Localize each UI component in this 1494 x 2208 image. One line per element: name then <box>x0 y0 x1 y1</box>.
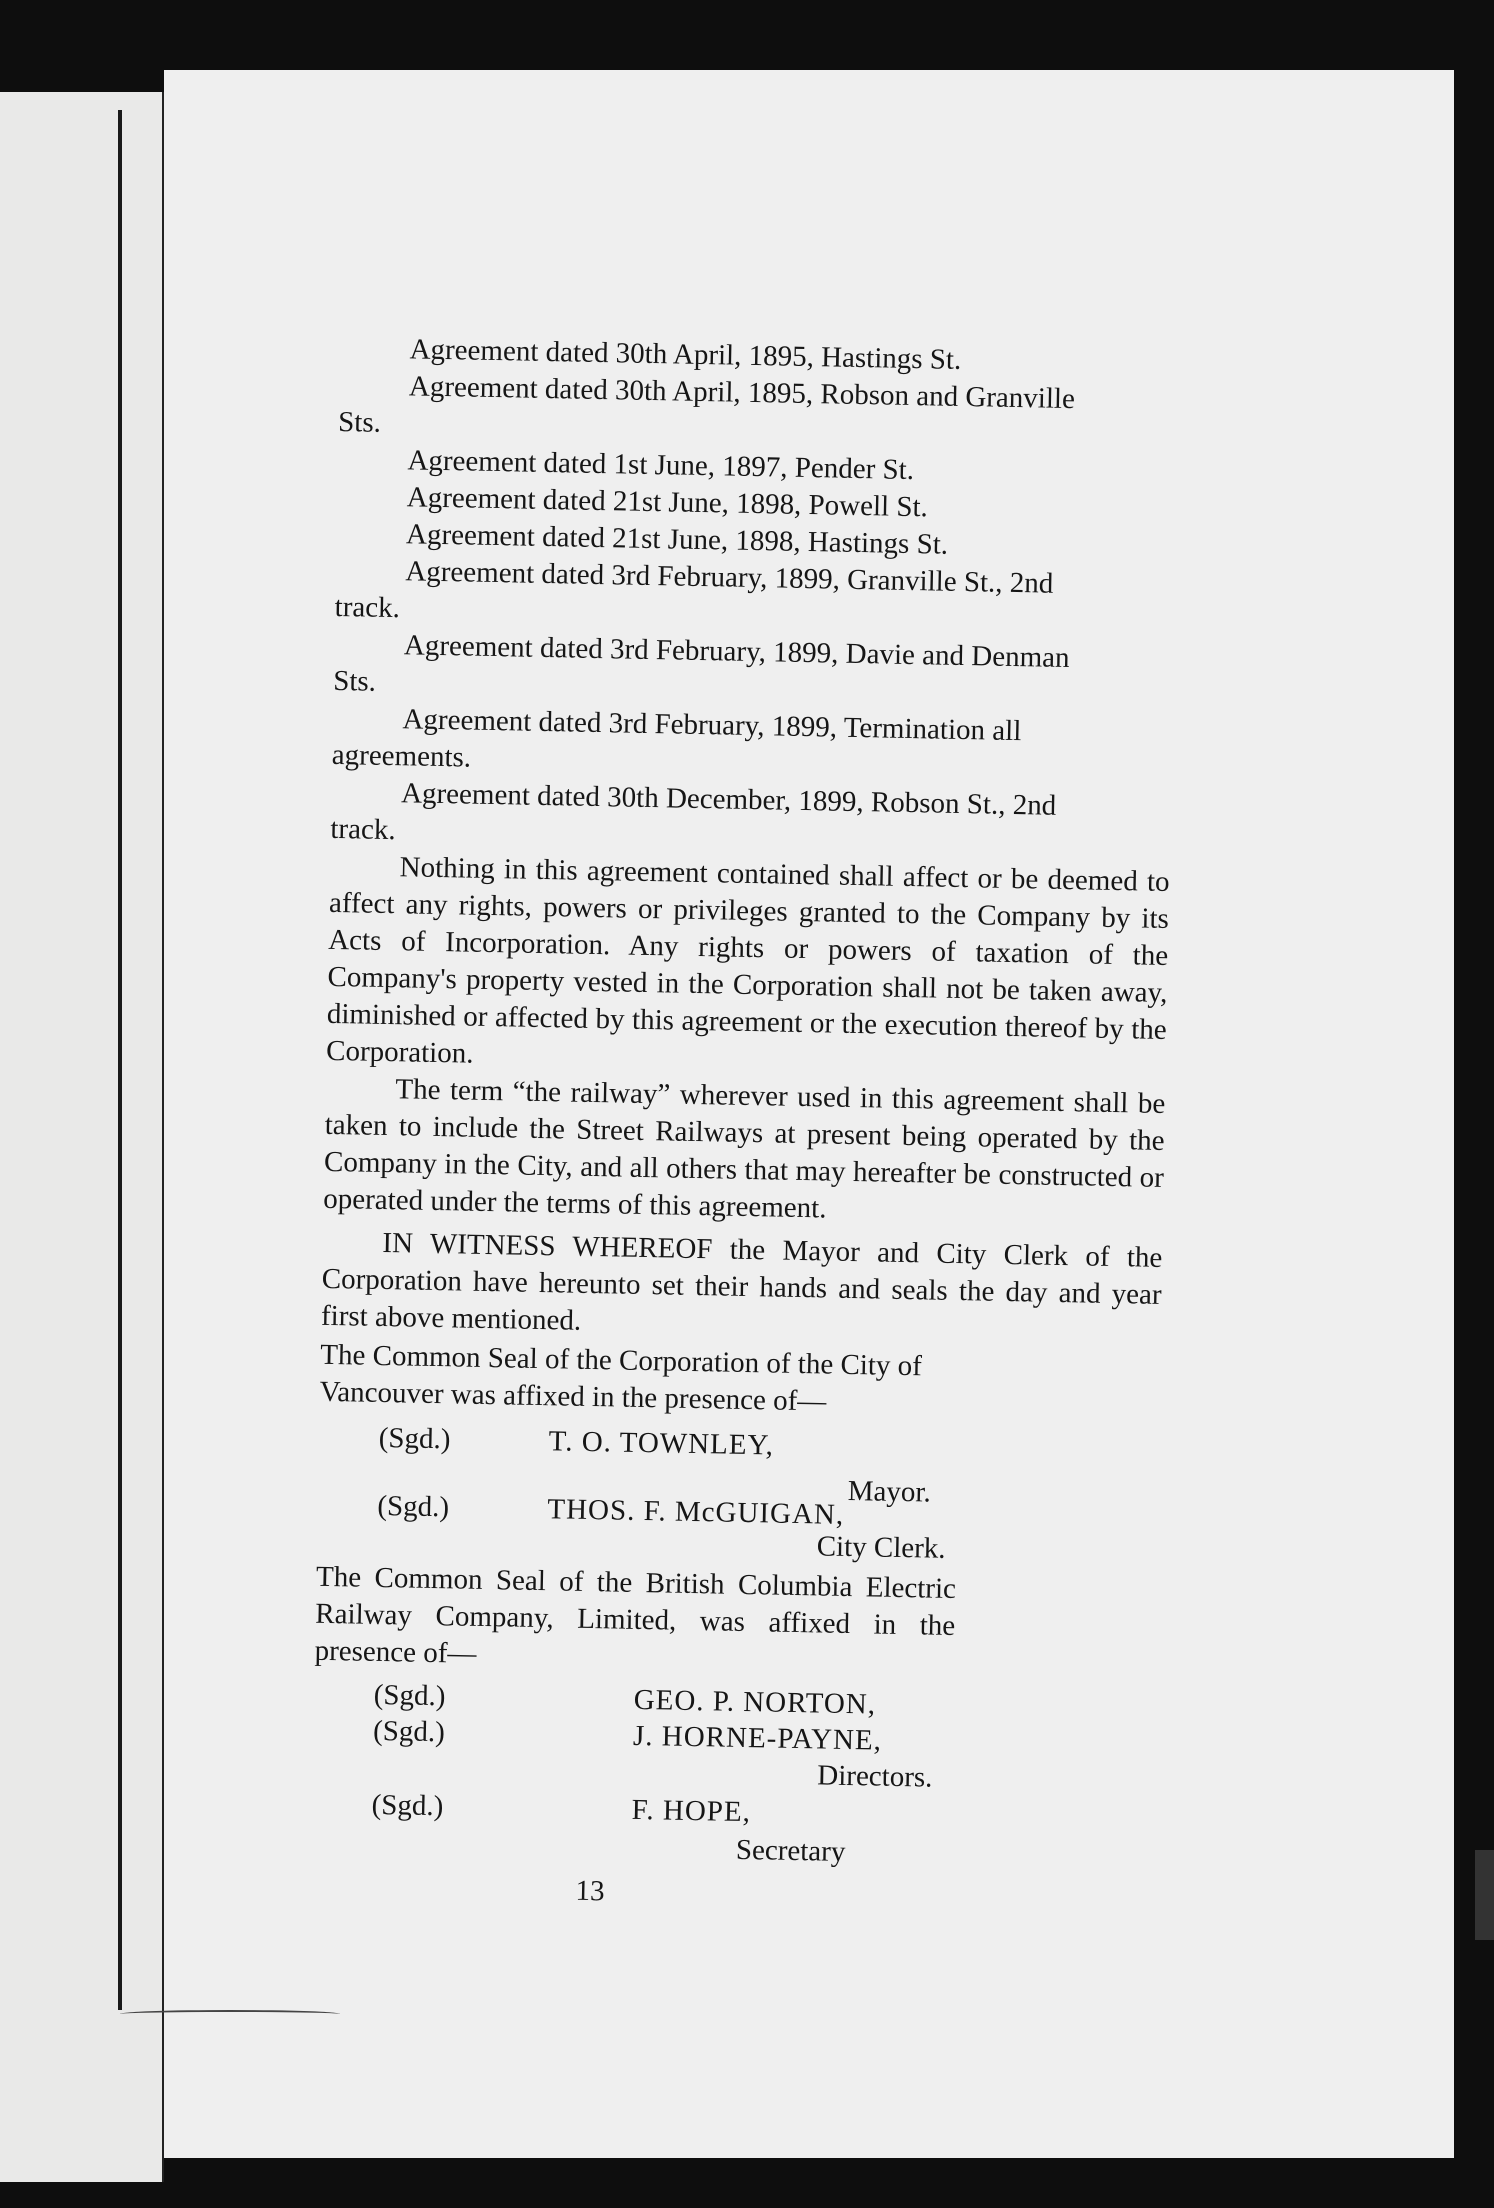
agreement-line: Agreement dated 30th December, 1899, Robson St., 2nd <box>400 777 1057 822</box>
company-seal-statement: The Common Seal of the British Columbia Electric Railway Company, Limited, was affixed in the presence of— <box>314 1560 957 1670</box>
page-curl-mark <box>120 2010 340 2018</box>
directors-label: Directors. <box>817 1759 933 1794</box>
agreement-continuation: agreements. <box>331 738 472 774</box>
agreement-line: Agreement dated 30th April, 1895, Robson and Granville <box>408 370 1076 416</box>
signatory-name: GEO. P. NORTON, <box>633 1683 877 1721</box>
agreement-line: Agreement dated 3rd February, 1899, Granville St., 2nd <box>405 555 1054 600</box>
agreement-line: Agreement dated 3rd February, 1899, Termination all <box>402 703 1022 748</box>
agreement-list <box>330 330 1200 864</box>
agreement-continuation: Sts. <box>332 664 377 698</box>
facing-page-edge <box>0 92 164 2182</box>
sgd-label: (Sgd.) <box>378 1421 451 1456</box>
agreement-continuation: track. <box>330 812 396 847</box>
sgd-label: (Sgd.) <box>372 1714 446 1749</box>
agreement-line: Agreement dated 3rd February, 1899, Davie and Denman <box>403 629 1070 675</box>
paragraph-witness: IN WITNESS WHEREOF the Mayor and City Clerk of the Corporation have hereunto set their hands and seals the day and year first above mentioned. <box>320 1226 1163 1337</box>
scan-edge-mark <box>1475 1850 1494 1940</box>
signatory-name: J. HORNE-PAYNE, <box>632 1719 883 1757</box>
signatory-title: City Clerk. <box>816 1530 946 1565</box>
sgd-label: (Sgd.) <box>371 1788 444 1823</box>
agreement-line: Agreement dated 21st June, 1898, Hastings St. <box>405 518 949 561</box>
agreement-line: Agreement dated 1st June, 1897, Pender St. <box>407 444 915 487</box>
agreement-line: Agreement dated 21st June, 1898, Powell St. <box>406 481 929 524</box>
signatory-title: Mayor. <box>847 1474 932 1509</box>
sgd-label: (Sgd.) <box>373 1678 446 1713</box>
signatory-title: Secretary <box>735 1833 846 1868</box>
signatory-name: F. HOPE, <box>631 1793 752 1829</box>
signatory-name: THOS. F. McGUIGAN, <box>547 1493 845 1531</box>
agreement-continuation: track. <box>334 590 401 625</box>
signatory-name: T. O. TOWNLEY, <box>548 1425 775 1462</box>
page-text <box>310 330 1200 1921</box>
agreement-continuation: Sts. <box>337 405 382 439</box>
sgd-label: (Sgd.) <box>377 1489 450 1524</box>
page-number: 13 <box>575 1874 605 1908</box>
page-binding-line <box>118 110 122 2010</box>
paragraph-rights: Nothing in this agreement contained shall affect or be deemed to affect any rights, powers or privileges granted to the Company by its Acts of Incorporation. Any rights or powers of taxation of the Company's property vested in the Corporation shall not be taken away, diminished or affected by this agreement or the execution thereof by the Corporation. <box>325 851 1170 1070</box>
agreement-line: Agreement dated 30th April, 1895, Hastings St. <box>409 333 962 376</box>
paragraph-railway-term: The term “the railway” wherever used in this agreement shall be taken to include the Street Railways at present being operated by the Company in the City, and all others that may hereafter be constructed or operated under the terms of this agreement. <box>323 1073 1166 1225</box>
city-seal-statement: The Common Seal of the Corporation of the City of Vancouver was affixed in the presence of— <box>319 1338 923 1418</box>
